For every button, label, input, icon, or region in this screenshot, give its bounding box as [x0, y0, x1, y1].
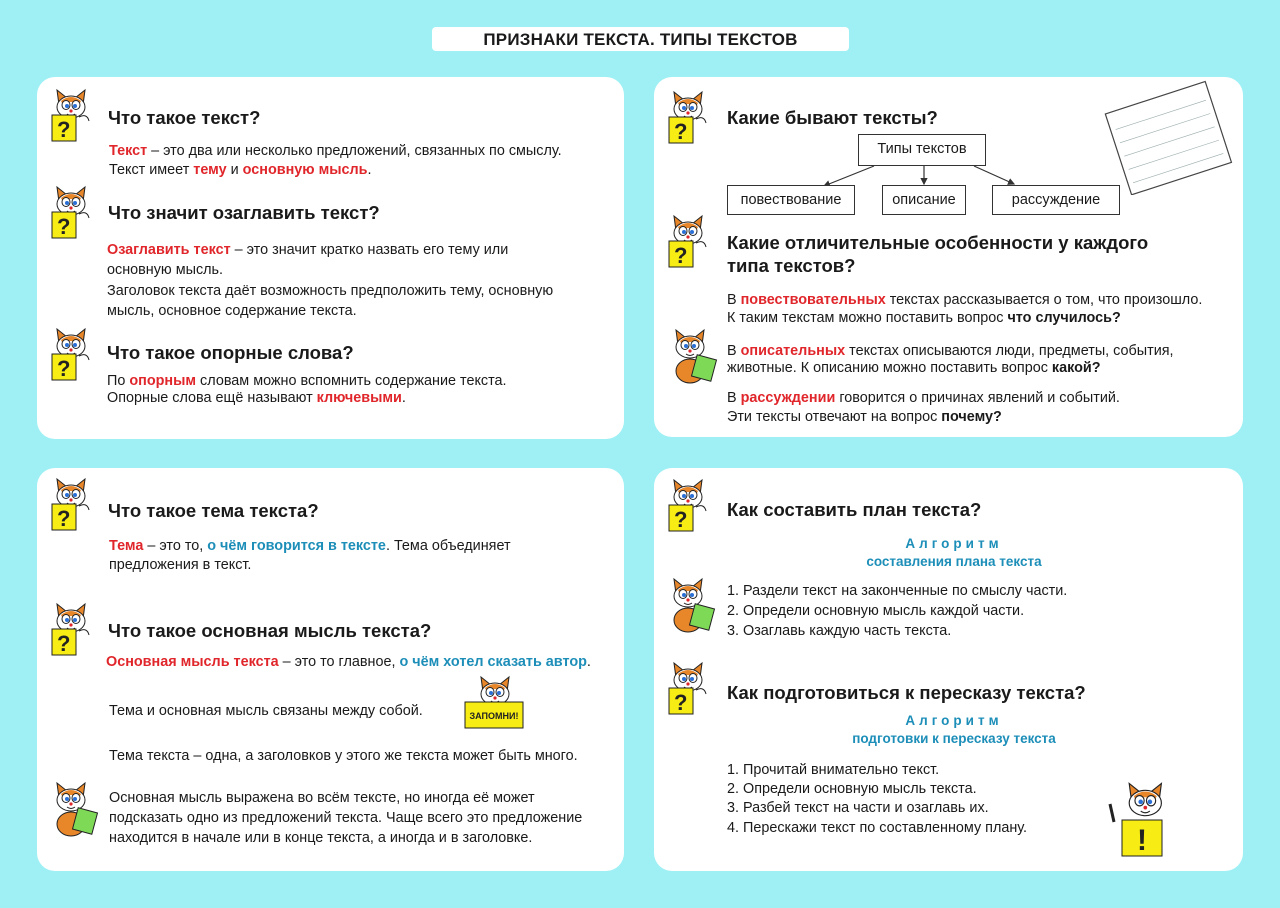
cat-book-icon: [668, 327, 718, 385]
main-idea-definition: Основная мысль текста – это то главное, о чём хотел сказать автор.: [106, 654, 591, 670]
svg-text:?: ?: [674, 119, 688, 144]
question-plan: Как составить план текста?: [727, 499, 982, 520]
panel-plan-retelling: [654, 468, 1243, 871]
question-features-2: типа текстов?: [727, 255, 856, 276]
paragraph-line: предложения в текст.: [109, 557, 252, 573]
definition-title: Озаглавить текст – это значит кратко назвать его тему или: [107, 242, 509, 258]
cat-question-icon: [666, 660, 710, 718]
question-features: Какие отличительные особенности у каждого: [727, 232, 1149, 253]
plan-step: 2. Определи основную мысль каждой части.: [727, 603, 1025, 619]
question-what-is-text: Что такое текст?: [108, 107, 261, 128]
cat-question-icon: [49, 87, 93, 145]
retell-step: 4. Перескажи текст по составленному плану.: [727, 820, 1028, 836]
paragraph-line: основную мысль.: [107, 262, 224, 278]
panel-theme-main-idea: [37, 468, 624, 871]
titles-line: Тема текста – одна, а заголовков у этого же текста может быть много.: [109, 748, 578, 764]
key-words-line: Опорные слова ещё называют ключевыми.: [107, 390, 406, 406]
handwritten-paper-icon: [1100, 75, 1240, 195]
reasoning-line: В рассуждении говорится о причинах явлений и событий.: [727, 390, 1120, 406]
cat-question-icon: [49, 184, 93, 242]
definition-text: Текст – это два или несколько предложений, связанных по смыслу.: [109, 143, 562, 159]
cat-question-icon: [49, 476, 93, 534]
svg-text:?: ?: [57, 214, 71, 239]
question-title-text: Что значит озаглавить текст?: [108, 202, 380, 223]
cat-remember-icon: [463, 674, 527, 730]
retell-step: 1. Прочитай внимательно текст.: [727, 762, 940, 778]
question-main-idea: Что такое основная мысль текста?: [108, 620, 432, 641]
question-text-kinds: Какие бывают тексты?: [727, 107, 938, 128]
theme-definition: Тема – это то, о чём говорится в тексте. Тема объединяет: [109, 538, 511, 554]
type-narration: повествование: [727, 185, 855, 215]
svg-text:?: ?: [57, 356, 71, 381]
paragraph-line: находится в начале или в конце текста, а иногда и в заголовке.: [109, 830, 533, 846]
plan-step: 3. Озаглавь каждую часть текста.: [727, 623, 952, 639]
panel-text-types: [654, 77, 1243, 437]
paragraph-line: подсказать одно из предложений текста. Чаще всего это предложение: [109, 810, 583, 826]
svg-text:?: ?: [674, 690, 688, 715]
question-key-words: Что такое опорные слова?: [107, 342, 354, 363]
svg-text:?: ?: [674, 243, 688, 268]
cat-question-icon: [49, 326, 93, 384]
narration-line: К таким текстам можно поставить вопрос что случилось?: [727, 310, 1121, 326]
algorithm-plan: Алгоритм составления плана текста: [866, 536, 1042, 569]
description-line: В описательных текстах описываются люди, предметы, события,: [727, 343, 1174, 359]
question-theme: Что такое тема текста?: [108, 500, 319, 521]
key-words-line: По опорным словам можно вспомнить содержание текста.: [107, 373, 507, 389]
page-title: ПРИЗНАКИ ТЕКСТА. ТИПЫ ТЕКСТОВ: [432, 27, 849, 51]
svg-text:?: ?: [57, 631, 71, 656]
cat-question-icon: [666, 213, 710, 271]
cat-book-icon: [666, 576, 716, 634]
cat-book-icon: [49, 780, 99, 838]
cat-question-icon: [666, 477, 710, 535]
svg-text:?: ?: [57, 117, 71, 142]
paragraph-line: Заголовок текста даёт возможность предположить тему, основную: [107, 283, 554, 299]
cat-question-icon: [49, 601, 93, 659]
plan-step: 1. Раздели текст на законченные по смыслу части.: [727, 583, 1068, 599]
cat-exclamation-icon: [1106, 780, 1170, 860]
types-root-box: Типы текстов: [858, 134, 986, 166]
retell-step: 3. Разбей текст на части и озаглавь их.: [727, 800, 989, 816]
text-has-theme: Текст имеет тему и основную мысль.: [109, 162, 372, 178]
svg-text:?: ?: [57, 506, 71, 531]
svg-text:?: ?: [674, 507, 688, 532]
type-description: описание: [882, 185, 966, 215]
question-retelling: Как подготовиться к пересказу текста?: [727, 682, 1086, 703]
paragraph-line: Основная мысль выражена во всём тексте, но иногда её может: [109, 790, 535, 806]
exclamation-text: !: [1137, 824, 1147, 857]
remember-line: Тема и основная мысль связаны между собой.: [109, 703, 423, 719]
panel-text-features: [37, 77, 624, 439]
cat-question-icon: [666, 89, 710, 147]
type-reasoning: рассуждение: [992, 185, 1120, 215]
retell-step: 2. Определи основную мысль текста.: [727, 781, 977, 797]
remember-sign-text: ЗАПОМНИ!: [469, 711, 519, 721]
algorithm-retelling: Алгоритм подготовки к пересказу текста: [852, 713, 1056, 746]
paragraph-line: мысль, основное содержание текста.: [107, 303, 357, 319]
description-line: животные. К описанию можно поставить вопрос какой?: [727, 360, 1101, 376]
narration-line: В повествовательных текстах рассказывается о том, что произошло.: [727, 292, 1203, 308]
reasoning-line: Эти тексты отвечают на вопрос почему?: [727, 409, 1002, 425]
